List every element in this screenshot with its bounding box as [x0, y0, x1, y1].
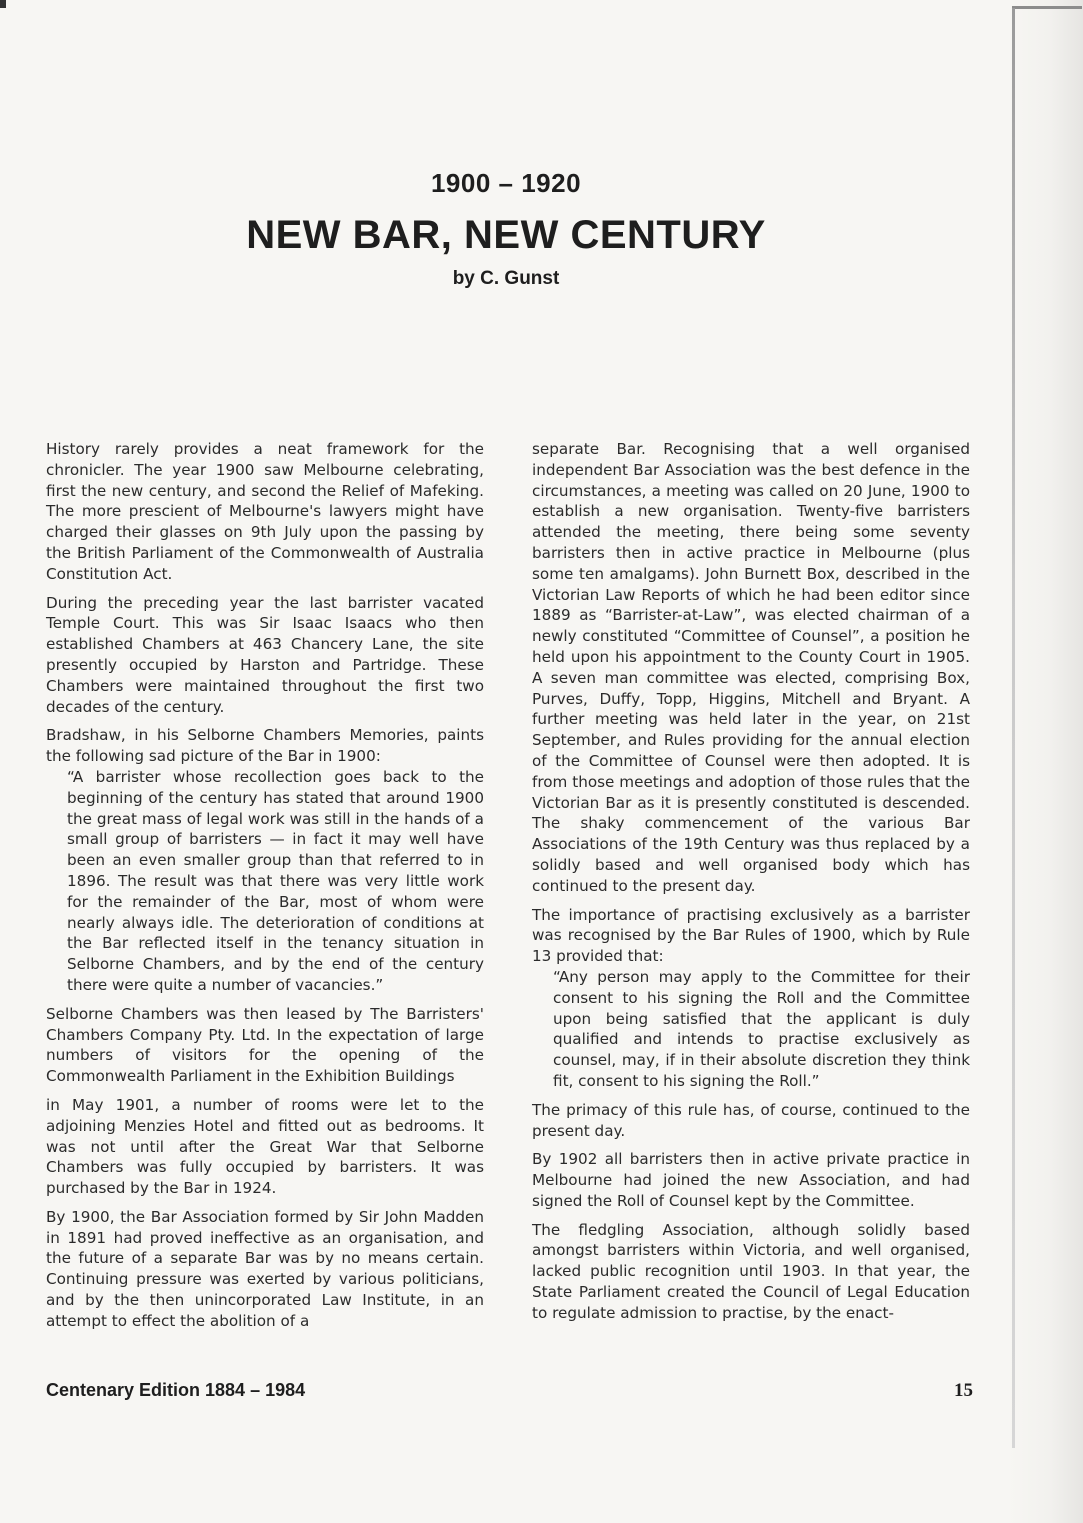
right-column	[532, 439, 970, 1332]
block-quote: “A barrister whose recollection goes back to the beginning of the century has stated that around 1900 the great mass of legal work was still in the hands of a small group of barristers — in fact it may well have been an even smaller group than that referred to in 1896. The result was that there was very little work for the remainder of the Bar, most of whom were nearly always idle. The deterioration of conditions at the Bar reflected itself in the tenancy situation in Selborne Chambers, and by the end of the century there were quite a number of vacancies.”	[67, 767, 484, 994]
article-header	[0, 168, 1012, 290]
page-number: 15	[954, 1380, 973, 1401]
paragraph: Selborne Chambers was then leased by The Barristers' Chambers Company Pty. Ltd. In the expectation of large numbers of visitors for the opening of the Commonwealth Parliament in the Exhibition Buildings	[46, 1004, 484, 1086]
paragraph: By 1900, the Bar Association formed by Sir John Madden in 1891 had proved ineffective as an organisation, and the future of a separate Bar was by no means certain. Continuing pressure was exerted by various politicians, and by the then unincorporated Law Institute, in an attempt to effect the abolition of a	[46, 1207, 484, 1330]
scan-edge-line	[1012, 8, 1015, 1448]
paragraph: During the preceding year the last barrister vacated Temple Court. This was Sir Isaac Isaacs who then established Chambers at 463 Chancery Lane, the site presently occupied by Harston and Partridge. These Chambers were maintained throughout the first two decades of the century.	[46, 593, 484, 716]
paragraph: Bradshaw, in his Selborne Chambers Memories, paints the following sad picture of the Bar in 1900:	[46, 726, 484, 766]
scan-page-edge	[1009, 0, 1083, 1523]
paragraph: The fledgling Association, although solidly based amongst barristers within Victoria, and well organised, lacked public recognition until 1903. In that year, the State Parliament created the Council of Legal Education to regulate admission to practise, by the enact-	[532, 1220, 970, 1322]
paragraph: History rarely provides a neat framework for the chronicler. The year 1900 saw Melbourne celebrating, first the new century, and second the Relief of Mafeking. The more prescient of Melbourne's lawyers might have charged their glasses on 9th July upon the passing by the British Parliament of the Commonwealth of Australia Constitution Act.	[46, 440, 484, 583]
paragraph: The primacy of this rule has, of course, continued to the present day.	[532, 1100, 970, 1140]
date-range-heading: 1900 – 1920	[430, 168, 582, 198]
author-byline: by C. Gunst	[452, 268, 560, 289]
paragraph: The importance of practising exclusively as a barrister was recognised by the Bar Rules of 1900, which by Rule 13 provided that:	[532, 905, 970, 966]
paragraph: in May 1901, a number of rooms were let to the adjoining Menzies Hotel and fitted out as bedrooms. It was not until after the Great War that Selborne Chambers was fully occupied by barristers. It was purchased by the Bar in 1924.	[46, 1095, 484, 1198]
block-quote: “Any person may apply to the Committee for their consent to his signing the Roll and the Committee upon being satisfied that the applicant is duly qualified and intends to practise exclusively as counsel, may, if in their absolute discretion they think fit, consent to his signing the Roll.”	[553, 967, 970, 1090]
left-column	[46, 439, 484, 1340]
edition-footer: Centenary Edition 1884 – 1984	[46, 1380, 306, 1400]
paragraph: separate Bar. Recognising that a well organised independent Bar Association was the best defence in the circumstances, a meeting was called on 20 June, 1900 to establish a new organisation. Twenty-five barristers attended the meeting, there being some seventy barristers then in active practice in Melbourne (plus some ten amalgams). John Burnett Box, described in the Victorian Law Reports of which he had been editor since 1889 as “Barrister-at-Law”, was elected chairman of a newly constituted “Committee of Counsel”, a position he held upon his appointment to the County Court in 1905. A seven man committee was elected, comprising Box, Purves, Duffy, Topp, Higgins, Mitchell and Bryant. A further meeting was held later in the year, on 21st September, and Rules providing for the annual election of the Committee of Counsel were then adopted. It is from those meetings and adoption of those rules that the Victorian Bar as it is presently constituted is descended. The shaky commencement of the various Bar Associations of the 19th Century was thus replaced by a solidly based and well organised body which has continued to the present day.	[532, 440, 970, 895]
scan-edge-tick	[1012, 6, 1082, 9]
scan-corner-mark	[0, 0, 6, 8]
article-title: NEW BAR, NEW CENTURY	[246, 213, 766, 257]
paragraph: By 1902 all barristers then in active private practice in Melbourne had joined the new Association, and had signed the Roll of Counsel kept by the Committee.	[532, 1150, 970, 1210]
